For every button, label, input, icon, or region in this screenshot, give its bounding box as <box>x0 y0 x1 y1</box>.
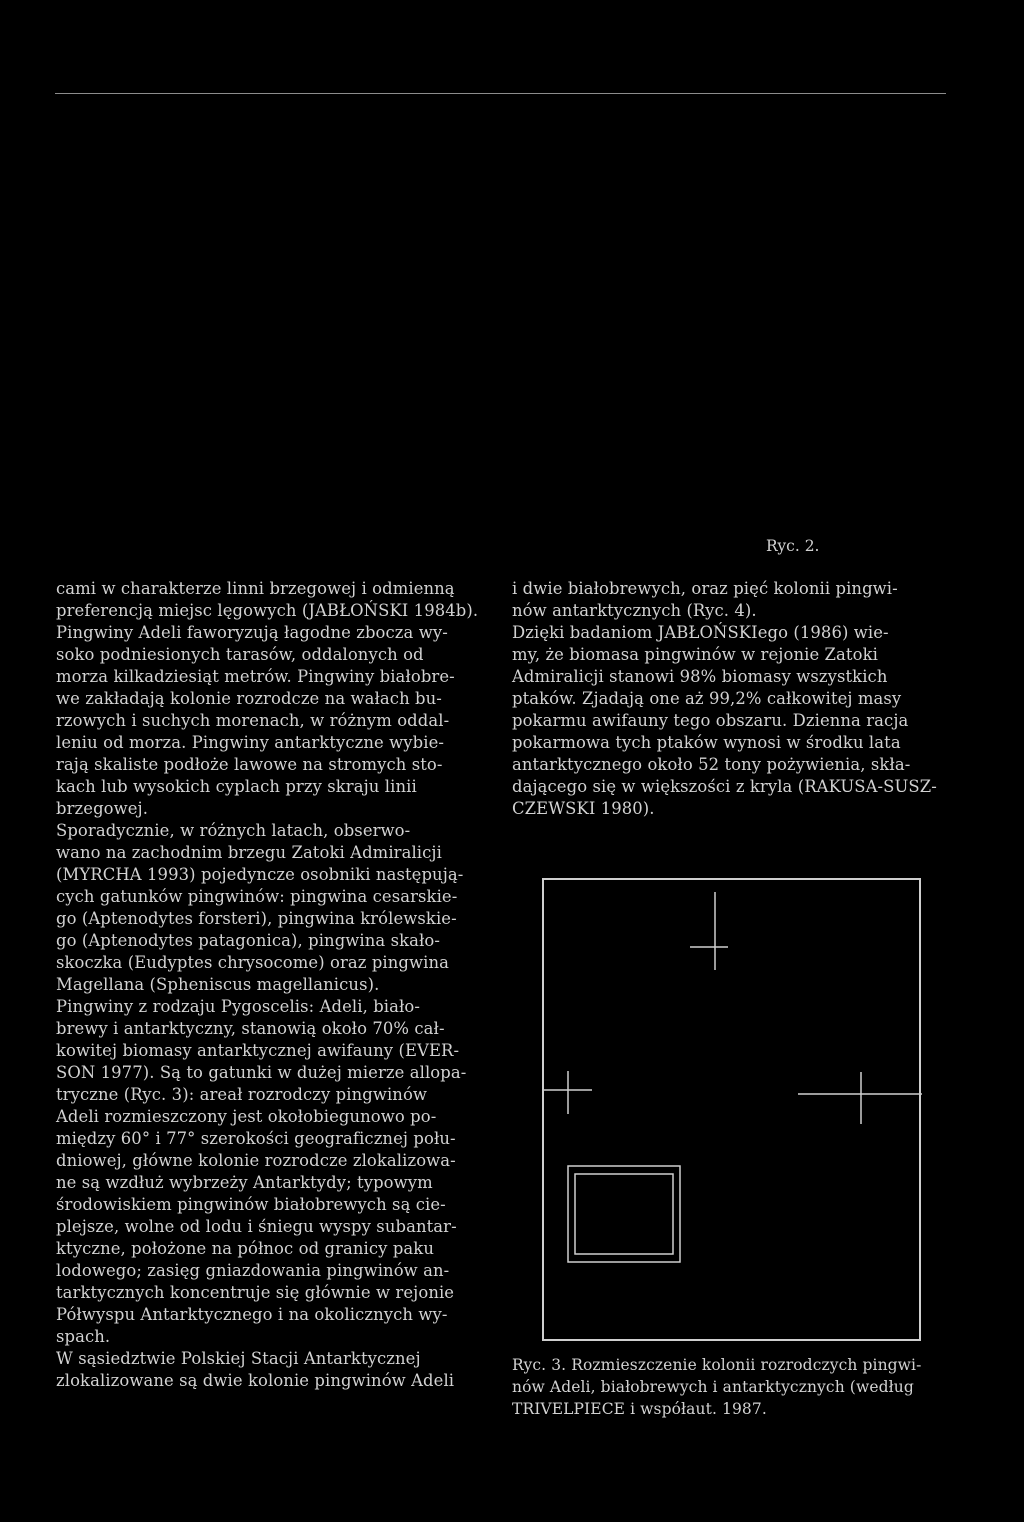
inset-outer-box <box>568 1166 680 1262</box>
left-column-line: brzegowej. <box>56 799 149 818</box>
left-column-line: SON 1977). Są to gatunki w dużej mierze allopa- <box>56 1063 467 1082</box>
header-rule <box>55 93 946 94</box>
right-column-line: antarktycznego około 52 tony pożywienia, skła- <box>512 755 911 774</box>
left-column-line: tryczne (Ryc. 3): areał rozrodczy pingwinów <box>56 1085 428 1104</box>
left-column-line: Adeli rozmieszczony jest okołobiegunowo po- <box>56 1107 437 1126</box>
left-column-line: ktyczne, położone na północ od granicy paku <box>56 1239 434 1258</box>
left-column-line: Pingwiny Adeli faworyzują łagodne zbocza wy- <box>56 623 448 642</box>
figure-3-image <box>542 878 922 1342</box>
left-column-line: preferencją miejsc lęgowych (JABŁOŃSKI 1984b). <box>56 601 479 620</box>
left-column-line: wano na zachodnim brzegu Zatoki Admiralicji <box>56 843 442 862</box>
running-header <box>0 62 1024 92</box>
right-column-line: pokarmowa tych ptaków wynosi w środku lata <box>512 733 901 752</box>
left-column-line: spach. <box>56 1327 111 1346</box>
left-column-line: dniowej, główne kolonie rozrodcze zlokalizowa- <box>56 1151 456 1170</box>
left-column-line: rzowych i suchych morenach, w różnym oddal- <box>56 711 450 730</box>
figure-2-image <box>55 100 946 530</box>
left-column-line: środowiskiem pingwinów białobrewych są cie- <box>56 1195 446 1214</box>
left-column-line: morza kilkadziesiąt metrów. Pingwiny białobre- <box>56 667 455 686</box>
right-column-line: CZEWSKI 1980). <box>512 799 655 818</box>
left-column-line: Półwyspu Antarktycznego i na okolicznych wy- <box>56 1305 448 1324</box>
left-column-line: ne są wzdłuż wybrzeży Antarktydy; typowym <box>56 1173 433 1192</box>
left-column-line: go (Aptenodytes forsteri), pingwina królewskie- <box>56 909 457 928</box>
right-column-line: nów antarktycznych (Ryc. 4). <box>512 601 757 620</box>
left-column-line: tarktycznych koncentruje się głównie w rejonie <box>56 1283 455 1302</box>
figure-3-caption-line: nów Adeli, białobrewych i antarktycznych (według <box>512 1378 914 1396</box>
right-column-line: Dzięki badaniom JABŁOŃSKIego (1986) wie- <box>512 623 889 642</box>
left-column-line: go (Aptenodytes patagonica), pingwina skało- <box>56 931 441 950</box>
left-column-line: plejsze, wolne od lodu i śniegu wyspy subantar- <box>56 1217 457 1236</box>
left-column-line: leniu od morza. Pingwiny antarktyczne wybie- <box>56 733 445 752</box>
right-column-line: my, że biomasa pingwinów w rejonie Zatoki <box>512 645 878 664</box>
right-column-line: dającego się w większości z kryla (RAKUSA-SUSZ- <box>512 777 937 796</box>
figure-3-caption-line: Ryc. 3. Rozmieszczenie kolonii rozrodczych pingwi- <box>512 1356 922 1374</box>
left-column-line: zlokalizowane są dwie kolonie pingwinów Adeli <box>56 1371 455 1390</box>
inset-inner-box <box>575 1174 673 1254</box>
left-column-line: skoczka (Eudyptes chrysocome) oraz pingwina <box>56 953 450 972</box>
left-column-line: soko podniesionych tarasów, oddalonych od <box>56 645 424 664</box>
figure-3-drawing <box>542 878 922 1342</box>
left-column-line: Pingwiny z rodzaju Pygoscelis: Adeli, biało- <box>56 997 421 1016</box>
right-column-line: ptaków. Zjadają one aż 99,2% całkowitej masy <box>512 689 902 708</box>
left-column-line: lodowego; zasięg gniazdowania pingwinów an- <box>56 1261 450 1280</box>
left-column-line: cami w charakterze linni brzegowej i odmienną <box>56 579 455 598</box>
left-column-line: rają skaliste podłoże lawowe na stromych sto- <box>56 755 443 774</box>
figure-2-caption: Ryc. 2. <box>766 537 820 555</box>
left-column-line: brewy i antarktyczny, stanowią około 70% cał- <box>56 1019 445 1038</box>
left-column-line: (MYRCHA 1993) pojedyncze osobniki następują- <box>56 865 464 884</box>
right-column-line: pokarmu awifauny tego obszaru. Dzienna racja <box>512 711 909 730</box>
left-column-line: cych gatunków pingwinów: pingwina cesarskie- <box>56 887 458 906</box>
right-column-line: Admiralicji stanowi 98% biomasy wszystkich <box>512 667 888 686</box>
left-column-line: W sąsiedztwie Polskiej Stacji Antarktycznej <box>56 1349 421 1368</box>
right-column-line: i dwie białobrewych, oraz pięć kolonii pingwi- <box>512 579 898 598</box>
figure-3-frame <box>543 879 920 1340</box>
left-column-line: Magellana (Spheniscus magellanicus). <box>56 975 380 994</box>
left-column-line: Sporadycznie, w różnych latach, obserwo- <box>56 821 411 840</box>
figure-3-caption-line: TRIVELPIECE i współaut. 1987. <box>512 1400 767 1418</box>
left-column-line: we zakładają kolonie rozrodcze na wałach bu- <box>56 689 442 708</box>
left-column-line: między 60° i 77° szerokości geograficznej połu- <box>56 1129 456 1148</box>
left-column-line: kowitej biomasy antarktycznej awifauny (EVER- <box>56 1041 460 1060</box>
left-column-line: kach lub wysokich cyplach przy skraju linii <box>56 777 417 796</box>
